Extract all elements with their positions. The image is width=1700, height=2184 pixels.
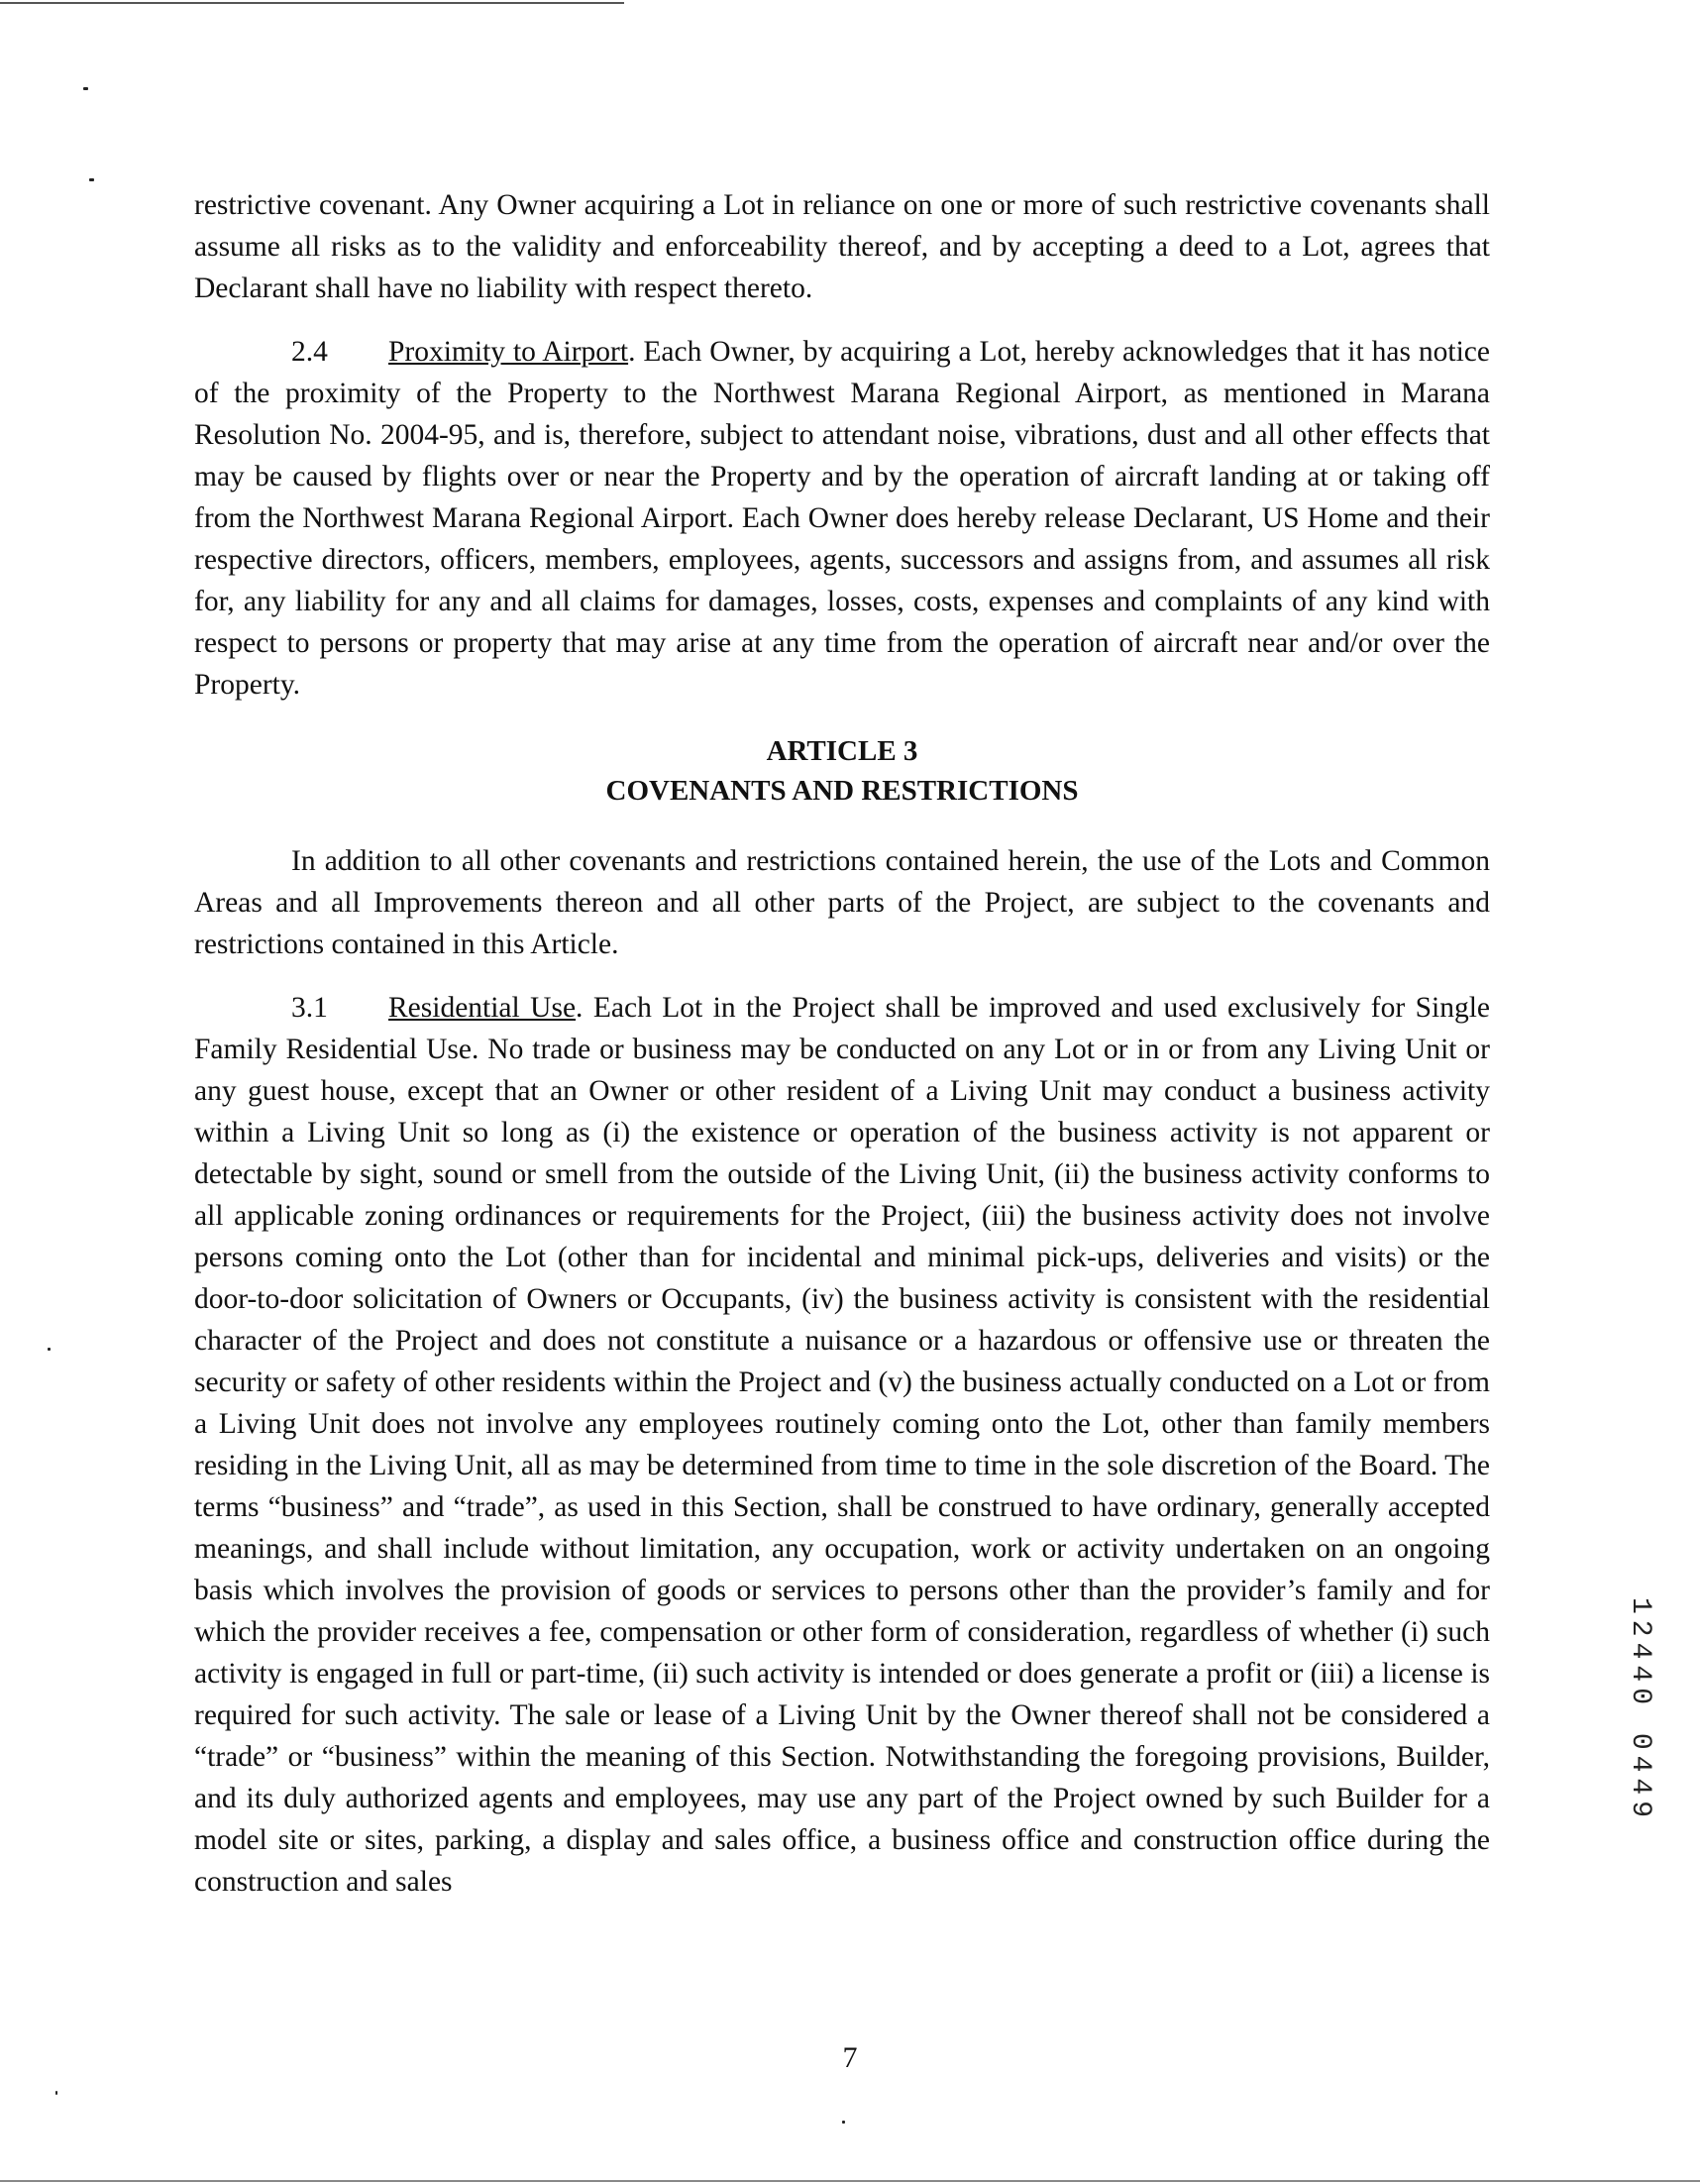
section-2-4 [194, 331, 1490, 706]
page-number: 7 [842, 2041, 858, 2074]
section-number: 2.4 [291, 336, 328, 368]
scan-artifact-top-line [0, 2, 624, 4]
section-text: . Each Owner, by acquiring a Lot, hereby acknowledges that it has notice of the proximity of the Property to the Northwest Marana Regional Airport, as mentioned in Marana Resolution No. 2004-95, and is, therefore, subject to attendant noise, vibrations, dust and all other effects that may be caused by flights over or near the Property and by the operation of aircraft landing at or taking off from the Northwest Marana Regional Airport. Each Owner does hereby release Declarant, US Home and their respective directors, officers, members, employees, agents, successors and assigns from, and assumes all risk for, any liability for any and all claims for damages, losses, costs, expenses and complaints of any kind with respect to persons or property that may arise at any time from the operation of aircraft near and/or over the Property. [194, 336, 1490, 701]
section-title: Proximity to Airport [388, 336, 629, 368]
document-body [194, 184, 1490, 1903]
scan-speck [48, 1348, 51, 1351]
article-intro: In addition to all other covenants and restrictions contained herein, the use of the Lots and Common Areas and all Improvements thereon and all other parts of the Project, are subject to the covenants and restrictions contained in this Article. [194, 845, 1490, 960]
scan-speck [842, 2121, 845, 2124]
scan-speck [55, 2091, 57, 2095]
section-title: Residential Use [388, 992, 577, 1024]
section-number: 3.1 [291, 992, 328, 1024]
paragraph-continuation: restrictive covenant. Any Owner acquiring a Lot in reliance on one or more of such restrictive covenants shall assume all risks as to the validity and enforceability thereof, and by accepting a deed to a Lot, agrees that Declarant shall have no liability with respect thereto. [194, 189, 1490, 304]
section-text: . Each Lot in the Project shall be improved and used exclusively for Single Family Residential Use. No trade or business may be conducted on any Lot or in or from any Living Unit or any guest house, except that an Owner or other resident of a Living Unit may conduct a business activity within a Living Unit so long as (i) the existence or operation of the business activity is not apparent or detectable by sight, sound or smell from the outside of the Living Unit, (ii) the business activity conforms to all applicable zoning ordinances or requirements for the Project, (iii) the business activity does not involve persons coming onto the Lot (other than for incidental and minimal pick-ups, deliveries and visits) or the door-to-door solicitation of Owners or Occupants, (iv) the business activity is consistent with the residential character of the Project and does not constitute a nuisance or a hazardous or offensive use or threaten the security or safety of other residents within the Project and (v) the business actually conducted on a Lot or from a Living Unit does not involve any employees routinely coming onto the Lot, other than family members residing in the Living Unit, all as may be determined from time to time in the sole discretion of the Board. The terms “business” and “trade”, as used in this Section, shall be construed to have ordinary, generally accepted meanings, and shall include without limitation, any occupation, work or activity undertaken on an ongoing basis which involves the provision of goods or services to persons other than the provider’s family and for which the provider receives a fee, compensation or other form of consideration, regardless of whether (i) such activity is engaged in full or part-time, (ii) such activity is intended or does generate a profit or (iii) a license is required for such activity. The sale or lease of a Living Unit by the Owner thereof shall not be considered a “trade” or “business” within the meaning of this Section. Notwithstanding the foregoing provisions, Builder, and its duly authorized agents and employees, may use any part of the Project owned by such Builder for a model site or sites, parking, a display and sales office, a business office and construction office during the construction and sales [194, 992, 1490, 1898]
recording-stamp: 12440 0449 [1625, 1597, 1655, 1824]
scan-speck [89, 178, 94, 181]
scan-artifact-bottom-line [0, 2180, 1700, 2182]
article-title: COVENANTS AND RESTRICTIONS [605, 775, 1079, 807]
article-label: ARTICLE 3 [766, 735, 918, 767]
scan-speck [83, 87, 88, 90]
section-3-1 [194, 987, 1490, 1903]
